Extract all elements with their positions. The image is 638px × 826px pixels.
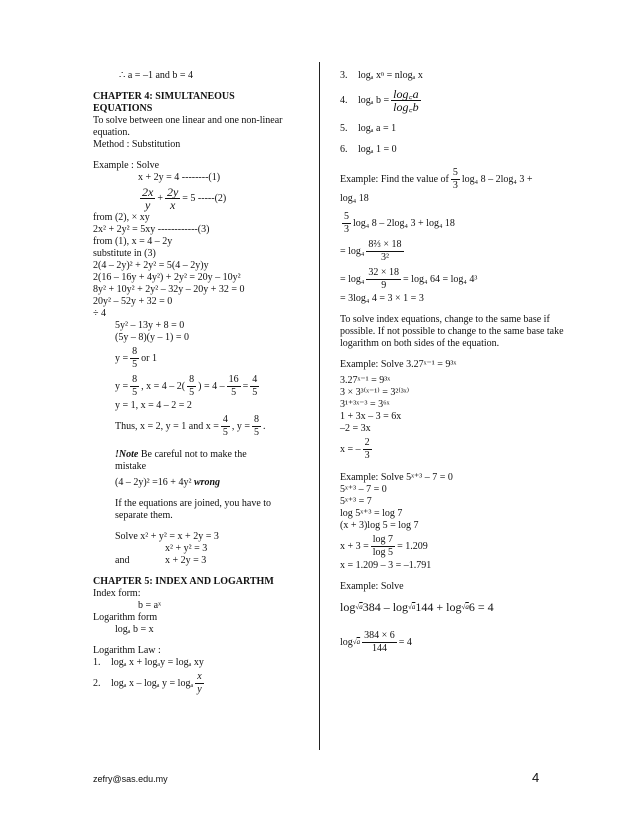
equation-line: log √a 384 – log √a 144 + log √a 6 = 4 [340,599,494,614]
fraction: $\frac{8}{5}$ [254,413,259,438]
left-column [93,70,305,697]
equation-line: x + 3 = $\frac{\log 7}{\log 5}$ = 1.209 [340,533,428,558]
law-item: 4. logₐ b = $\frac{\log꜀a}{\log꜀b}$ [340,86,419,114]
equation-line: = 3log₄ 4 = 3 × 1 = 3 [340,293,424,304]
fraction: $\frac{4}{5}$ [252,373,258,398]
equation-line: 3.27ˣ⁻¹ = 9³ˣ [340,375,391,386]
fraction: $\frac{x}{y}$ [197,670,202,695]
equation-line: = log₄ $\frac{32 \times 18}{9}$ = log₄ 64 = log₄ 4³ [340,266,478,291]
fraction: $\frac{384 \times 6}{144}$ [364,629,395,654]
equation-line: 2(4 – 2y)² + 2y² = 5(4 – 2y)y [93,260,209,271]
law-item: 6. logₐ 1 = 0 [340,144,397,155]
example-line: Example: Solve 5ˣ⁺³ – 7 = 0 [340,472,453,483]
fraction: $\frac{4}{5}$ [222,413,228,438]
equation-line: 1 + 3x – 3 = 6x [340,411,402,422]
equation-line: 5ˣ⁺³ = 7 [340,496,372,507]
equation-line: (4 – 2y)² =16 + 4y² wrong [115,477,221,488]
chapter-4-heading: CHAPTER 4: SIMULTANEOUS [93,91,235,102]
equation-line: x = – $\frac{2}{3}$ [340,436,370,461]
note-line: !Note Be careful not to make the [115,449,247,460]
example-line: Example: Solve 3.27ˣ⁻¹ = 9³ˣ [340,359,457,370]
equation-line: logₐ b = x [115,624,154,635]
equation-line: x + 2y = 4 --------(1) [138,172,221,183]
law-item: 2. logₐ x – logₐ y = logₐ $\frac{x}{y}$ [93,670,202,695]
equation-line: –2 = 3x [340,423,371,434]
text-line: separate them. [115,510,173,521]
note-label: !Note [115,449,139,460]
text-line: Index form: [93,588,141,599]
fraction: $\frac{\log 7}{\log 5}$ [372,533,394,558]
fraction: $\frac{5}{3}$ [452,166,458,191]
equation-line: x = 1.209 – 3 = –1.791 [340,560,432,571]
equation-line: (5y – 8)(y – 1) = 0 [115,332,189,343]
text-line: Logarithm form [93,612,158,623]
equation-line: $\frac{5}{3}$ log₄ 8 – 2log₄ 3 + log₄ 18 [344,210,455,235]
page-number: 4 [532,770,540,785]
equation-line: x² + y² = 3 [165,543,208,554]
equation-line: = log₄ $\frac{\text{8⅔ × 18}}{\text{3²}}$ [340,238,402,263]
fraction: $\frac{2x}{y}$ [142,184,154,212]
text-line: mistake [115,461,147,472]
chapter-5-heading: CHAPTER 5: INDEX AND LOGARTHM [93,576,274,587]
equation-line: b = aˣ [138,600,161,611]
example-line: Example: Solve [340,581,404,592]
equation-line: y = 1, x = 4 – 2 = 2 [115,400,192,411]
equation-line: 2(16 – 16y + 4y²) + 2y² = 20y – 10y² [93,272,241,283]
wrong-label: wrong [193,477,221,488]
equation-line: y = $\frac{8}{5}$ , x = 4 – 2( $\frac{8}{5}$ ) = 4 – $\frac{16}{5}$ = $\frac{4}{5}$ [115,373,258,398]
text-line: Method : Substitution [93,139,181,150]
equation-line: (x + 3)log 5 = log 7 [340,520,419,531]
text-line: If the equations are joined, you have to [115,498,272,509]
footer-email: zefry@sas.edu.my [93,774,168,784]
fraction: $\frac{8}{5}$ [132,345,138,370]
paragraph: To solve index equations, change to the same base if possible. If not possible to change to the same base take logarithm on both sides of the equation. [340,314,564,349]
fraction: $\frac{32 \times 18}{9}$ [368,266,400,291]
equation-line: Solve x² + y² = x + 2y = 3 [115,531,219,542]
text-line: from (1), x = 4 – 2y [93,236,173,247]
fraction: $\frac{2y}{x}$ [166,184,179,212]
equation-line: $\frac{2x}{y}$ + $\frac{2y}{x}$ = 5 -----(2) [142,184,227,212]
fraction: $\frac{8}{5}$ [132,373,138,398]
text-line: log₄ 18 [340,193,369,204]
conclusion-line: ∴ a = –1 and b = 4 [119,70,194,81]
fraction: $\frac{\log꜀a}{\log꜀b}$ [393,86,419,114]
text-line: To solve between one linear and one non-linear equation. [93,115,283,138]
equation-line: log √a $\frac{384 \times 6}{144}$ = 4 [340,629,412,654]
right-column [340,70,565,659]
fraction: $\frac{\text{8⅔ × 18}}{\text{3²}}$ [368,238,402,263]
law-item: 1. logₐ x + logₐy = logₐ xy [93,657,204,668]
equation-line: y = $\frac{8}{5}$ or 1 [115,345,157,370]
equation-line: 5y² – 13y + 8 = 0 [115,320,185,331]
equation-line: 5ˣ⁺³ – 7 = 0 [340,484,387,495]
column-divider [319,62,320,750]
fraction: $\frac{2}{3}$ [364,436,370,461]
text-line: from (2), × xy [93,212,150,223]
fraction: $\frac{16}{5}$ [228,373,239,398]
equation-line: 3 × 3³⁽ˣ⁻¹⁾ = 3²⁽³ˣ⁾ [340,387,410,398]
text-line: Example : Solve [93,160,160,171]
text-line: ÷ 4 [93,308,106,319]
chapter-4-heading-cont: EQUATIONS [93,103,153,114]
fraction: $\frac{8}{5}$ [189,373,195,398]
equation-line: 8y² + 10y² + 2y² – 32y – 20y + 32 = 0 [93,284,245,295]
equation-line: 20y² – 52y + 32 = 0 [93,296,173,307]
equation-line: Thus, x = 2, y = 1 and x = $\frac{4}{5}$ , y = $\frac{8}{5}$ . [115,413,266,438]
example-line: Example: Find the value of $\frac{5}{3}$ log₄ 8 – 2log₄ 3 + [340,166,533,191]
equation-line: and x + 2y = 3 [115,555,207,566]
law-item: 5. logₐ a = 1 [340,123,397,134]
fraction: $\frac{5}{3}$ [344,210,349,235]
text-line: substitute in (3) [93,248,156,259]
text-line: Logarithm Law : [93,645,161,656]
equation-line: 3¹⁺³ˣ⁻³ = 3⁶ˣ [340,399,390,410]
equation-line: 2x² + 2y² = 5xy ------------(3) [93,224,210,235]
equation-line: log 5ˣ⁺³ = log 7 [340,508,403,519]
law-item: 3. logₐ xⁿ = nlogₐ x [340,70,423,81]
